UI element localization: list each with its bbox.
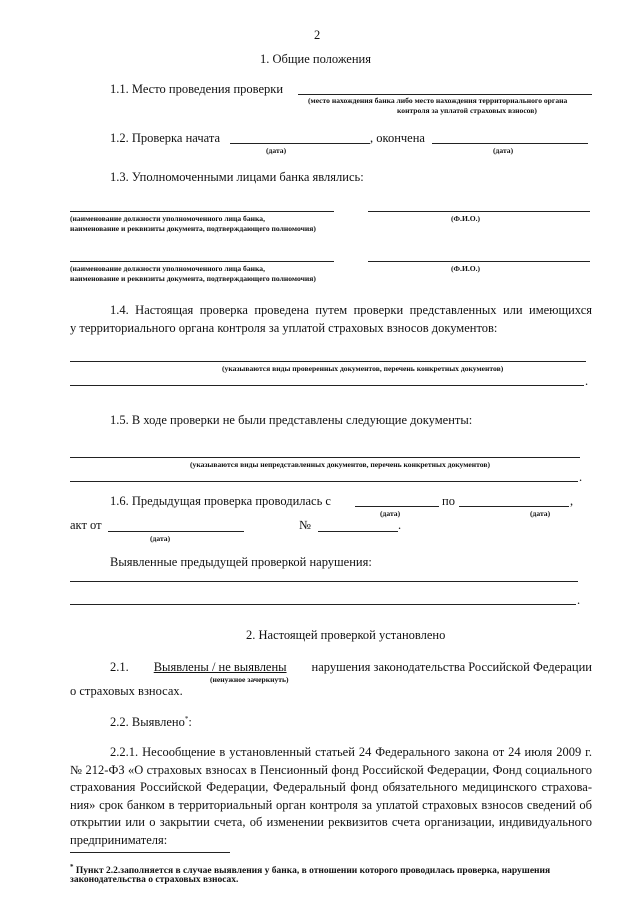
end-date-field[interactable] [432, 143, 588, 144]
fio-hint-2: (Ф.И.О.) [451, 264, 481, 273]
p22-text: 2.2. Выявлено [110, 715, 185, 730]
p21-line-2: о страховых взносах. [70, 684, 183, 698]
previous-to-hint: (дата) [530, 509, 551, 518]
act-number-field[interactable] [318, 531, 398, 532]
started-label: 1.2. Проверка начата [110, 131, 220, 145]
checked-docs-field-2[interactable] [70, 385, 584, 386]
position-field-2[interactable] [70, 261, 334, 262]
ended-label: , окончена [370, 131, 425, 145]
place-label: 1.1. Место проведения проверки [110, 82, 284, 96]
act-number-period: . [398, 518, 402, 532]
footnote-text-1: Пункт 2.2.заполняется в случае выявления у банка, в отношении которого проводилась проверка, нарушения [73, 866, 551, 877]
start-date-hint: (дата) [266, 146, 287, 155]
p22-heading [110, 715, 192, 730]
section-1-title: 1. Общие положения [260, 52, 371, 66]
position-hint-1a: (наименование должности уполномоченного лица банка, [70, 214, 265, 223]
check-line-1: 1.4. Настоящая проверка проведена путем проверки представленных или имеющихся [110, 303, 592, 317]
p21-number: 2.1. [110, 660, 129, 674]
not-presented-field-2[interactable] [70, 481, 578, 482]
section-2-title: 2. Настоящей проверкой установлено [246, 628, 446, 642]
p221-line-3: страхования Российской Федерации, Федеральный фонд обязательного медицинского страхова- [70, 780, 592, 794]
previous-violations-label: Выявленные предыдущей проверкой нарушения: [110, 555, 372, 569]
position-hint-2b: наименование и реквизиты документа, подтверждающего полномочия) [70, 274, 316, 283]
act-date-field[interactable] [108, 531, 244, 532]
checked-docs-field-1[interactable] [70, 361, 586, 362]
p221-line-4: ния» срок банком в территориальный орган контроля за уплатой страховых взносов сведений об [70, 797, 592, 812]
footnote-divider [70, 852, 230, 853]
act-number-label: № [299, 518, 311, 532]
place-field[interactable] [298, 94, 592, 95]
previous-to-label: по [442, 494, 455, 508]
position-field-1[interactable] [70, 211, 334, 212]
checked-docs-period: . [585, 374, 589, 388]
p221-last-line: предпринимателя: [70, 832, 168, 847]
previous-from-field[interactable] [355, 506, 439, 507]
footnote-line-2: законодательства о страховых взносах. [70, 875, 239, 885]
act-date-hint: (дата) [150, 534, 171, 543]
checked-docs-hint: (указываются виды проверенных документов, перечень конкретных документов) [222, 364, 504, 373]
p22-footnote-mark: * [184, 715, 189, 723]
previous-violations-field-1[interactable] [70, 581, 578, 582]
not-presented-hint: (указываются виды непредставленных документов, перечень конкретных документов) [190, 460, 491, 469]
not-presented-label: 1.5. В ходе проверки не были представлены следующие документы: [110, 413, 473, 427]
p221-line-1: 2.2.1. Несообщение в установленный статьей 24 Федерального закона от 24 июля 2009 г. [110, 745, 592, 759]
footnote-mark: * [70, 863, 74, 871]
p221-line-5: открытии или о закрытии счета, об изменении реквизитов счета организации, индивидуального [70, 815, 592, 829]
authorized-label: 1.3. Уполномоченными лицами банка являлись: [110, 170, 364, 184]
end-date-hint: (дата) [493, 146, 514, 155]
position-hint-1b: наименование и реквизиты документа, подтверждающего полномочия) [70, 224, 316, 233]
previous-violations-field-2[interactable] [70, 604, 576, 605]
position-hint-2a: (наименование должности уполномоченного лица банка, [70, 264, 265, 273]
p21-line-1 [110, 660, 592, 675]
p21-hint: (ненужное зачеркнуть) [210, 675, 289, 684]
p21-choice: Выявлены / не выявлены [153, 660, 287, 674]
previous-label: 1.6. Предыдущая проверка проводилась с [110, 494, 331, 508]
fio-hint-1: (Ф.И.О.) [451, 214, 481, 223]
page-number: 2 [314, 28, 321, 42]
p221-line-2: № 212-ФЗ «О страховых взносах в Пенсионный фонд Российской Федерации, Фонд социального [70, 762, 592, 777]
p221-paragraph [70, 744, 592, 849]
fio-field-2[interactable] [368, 261, 590, 262]
check-paragraph [70, 302, 592, 337]
previous-to-field[interactable] [459, 506, 569, 507]
check-line-2: у территориального органа контроля за уплатой страховых взносов документов: [70, 320, 498, 335]
start-date-field[interactable] [230, 143, 370, 144]
previous-comma: , [570, 494, 574, 508]
p21-rest: нарушения законодательства Российской Федерации [311, 660, 592, 674]
previous-from-hint: (дата) [380, 509, 401, 518]
previous-violations-period: . [577, 593, 581, 607]
act-from-label: акт от [70, 518, 102, 532]
not-presented-period: . [579, 470, 583, 484]
p22-colon: : [188, 715, 192, 730]
place-hint-1: (место нахождения банка либо место нахождения территориального органа [308, 96, 568, 105]
fio-field-1[interactable] [368, 211, 590, 212]
place-hint-2: контроля за уплатой страховых взносов) [397, 106, 537, 115]
not-presented-field-1[interactable] [70, 457, 580, 458]
